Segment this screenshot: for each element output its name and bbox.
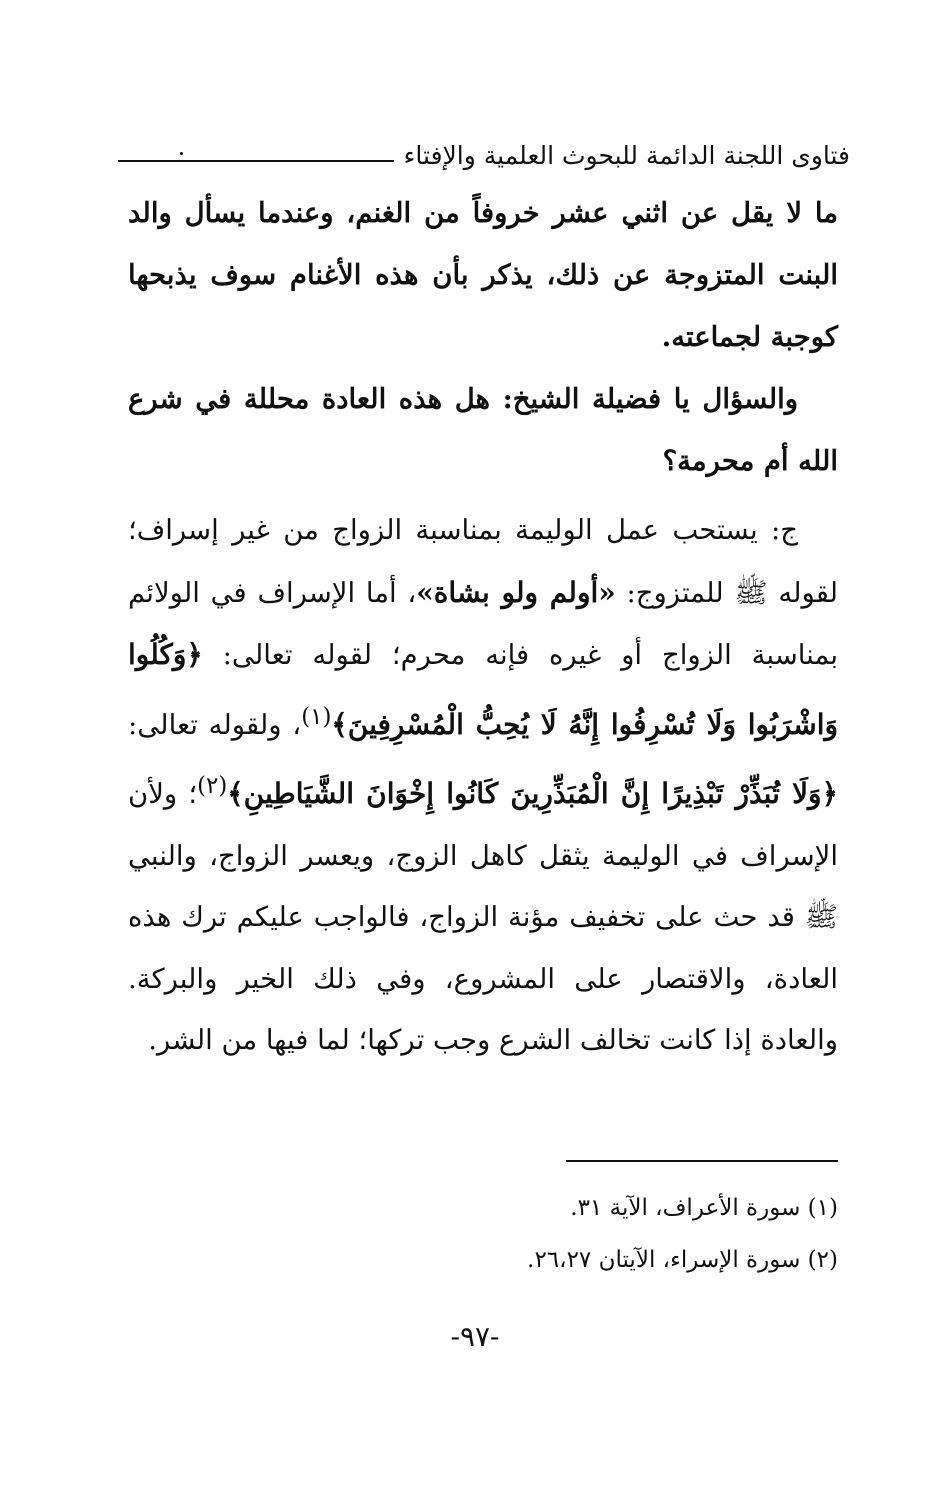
answer-text <box>128 500 838 1072</box>
footnote-ref-2: (٢) <box>197 773 228 800</box>
header-title: فتاوى اللجنة الدائمة للبحوث العلمية والإفتاء <box>403 141 850 170</box>
hadith-quote: «أولم ولو بشاة» <box>416 575 616 609</box>
answer-part-2: ، أما الإسراف في الولائم بمناسبة الزواج أو غيره فإنه محرم؛ لقوله تعالى: <box>128 576 838 671</box>
header-rule <box>118 160 394 162</box>
running-header <box>118 128 850 168</box>
answer-intro: ج: يستحب عمل الوليمة بمناسبة الزواج من غير إسراف؛ لقوله ﷺ للمتزوج: <box>128 514 838 609</box>
page-number: -٩٧- <box>450 1320 500 1353</box>
quran-verse-1: ﴿وَكُلُوا وَاشْرَبُوا وَلَا تُسْرِفُوا إِنَّهُ لَا يُحِبُّ الْمُسْرِفِينَ﴾ <box>128 638 838 741</box>
answer-part-3: ، ولقوله تعالى: <box>128 708 302 741</box>
footnote-1: (١) سورة الأعراف، الآية ٣١. <box>570 1195 838 1221</box>
quran-verse-2: ﴿وَلَا تُبَذِّرْ تَبْذِيرًا إِنَّ الْمُبَذِّرِينَ كَانُوا إِخْوَانَ الشَّيَاطِينِ﴾ <box>227 777 838 811</box>
footnote-ref-1: (١) <box>301 703 332 730</box>
footnote-2: (٢) سورة الإسراء، الآيتان ٢٦،٢٧. <box>527 1247 838 1273</box>
question-ask: والسؤال يا فضيلة الشيخ: هل هذه العادة محللة في شرع الله أم محرمة؟ <box>128 383 838 477</box>
header-dot <box>180 152 183 155</box>
answer-part-4: ؛ ولأن الإسراف في الوليمة يثقل كاهل الزوج، ويعسر الزواج، والنبي ﷺ قد حث على تخفيف مؤنة الزواج، فالواجب عليكم ترك هذه العادة، والاقتصار على المشروع، وفي ذلك الخير والبركة. والعادة إذا كانت تخالف الشرع وجب تركها؛ لما فيها من الشر. <box>128 778 838 1057</box>
body-text <box>128 182 838 1072</box>
question-text: ما لا يقل عن اثني عشر خروفاً من الغنم، وعندما يسأل والد البنت المتزوجة عن ذلك، يذكر بأن هذه الأغنام سوف يذبحها كوجبة لجماعته. <box>128 197 838 353</box>
footnote-rule <box>566 1160 838 1162</box>
footnotes <box>138 1182 838 1286</box>
